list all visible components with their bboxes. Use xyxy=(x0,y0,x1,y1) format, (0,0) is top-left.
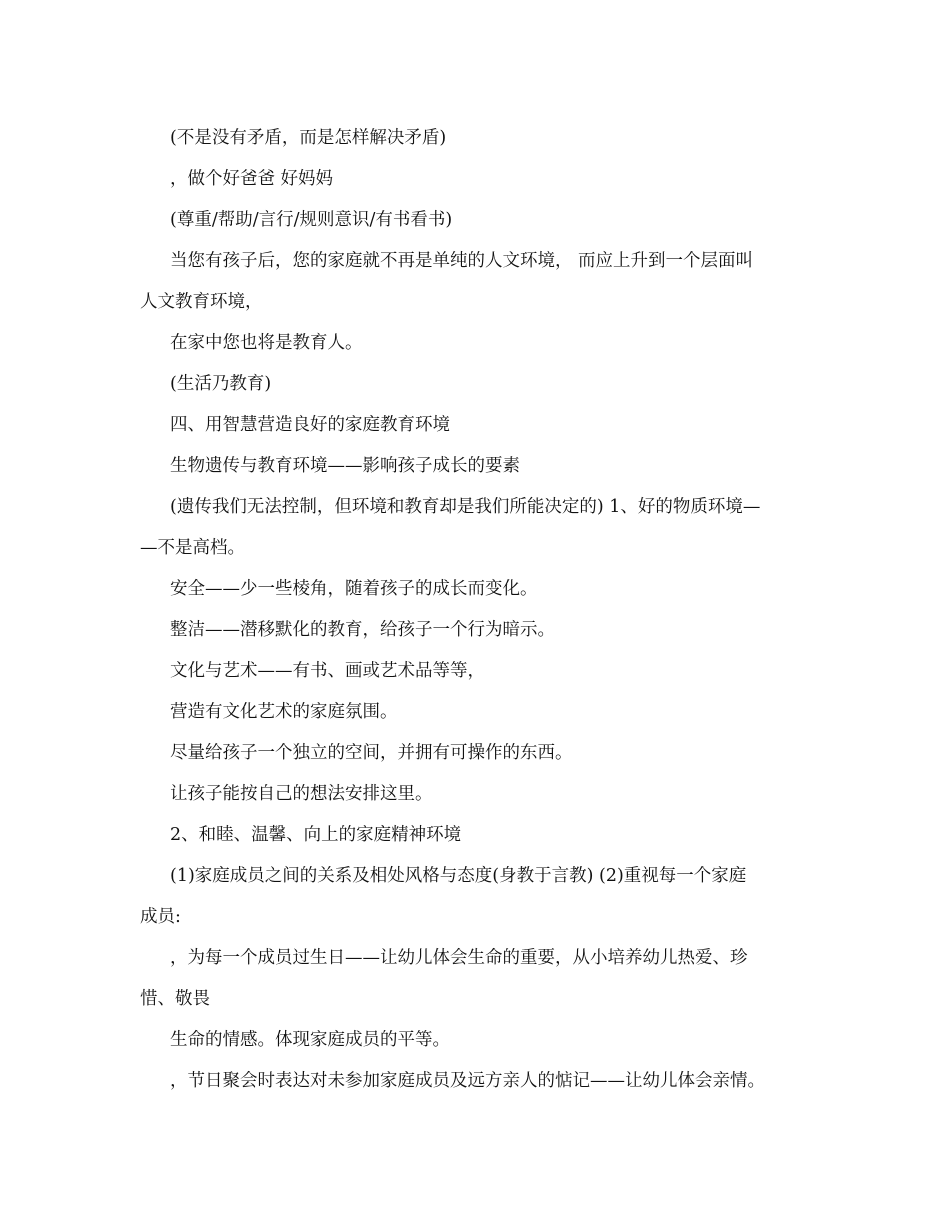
text-line: ，节日聚会时表达对未参加家庭成员及远方亲人的惦记——让幼儿体会亲情。 xyxy=(170,1071,765,1091)
document-body xyxy=(140,124,810,1108)
section-heading: 2、和睦、温馨、向上的家庭精神环境 xyxy=(170,825,462,845)
text-line: 营造有文化艺术的家庭氛围。 xyxy=(170,702,398,722)
text-line: 人文教育环境， xyxy=(140,292,263,312)
text-line: 让孩子能按自己的想法安排这里。 xyxy=(170,784,433,804)
text-line: 文化与艺术——有书、画或艺术品等等， xyxy=(170,661,485,681)
text-line: (生活乃教育) xyxy=(170,374,272,394)
text-line: 成员: xyxy=(140,907,181,927)
text-line: 生物遗传与教育环境——影响孩子成长的要素 xyxy=(170,456,520,476)
text-line: 尽量给孩子一个独立的空间，并拥有可操作的东西。 xyxy=(170,743,573,763)
text-line: (尊重/帮助/言行/规则意识/有书看书) xyxy=(170,210,453,230)
section-heading: 四、用智慧营造良好的家庭教育环境 xyxy=(170,415,450,435)
text-line: —不是高档。 xyxy=(140,538,245,558)
text-line: (1)家庭成员之间的关系及相处风格与态度(身教于言教) (2)重视每一个家庭 xyxy=(170,866,747,886)
text-line: ，做个好爸爸 好妈妈 xyxy=(170,169,334,189)
text-line: 安全——少一些棱角，随着孩子的成长而变化。 xyxy=(170,579,538,599)
text-line: 惜、敬畏 xyxy=(140,989,210,1009)
text-line: ，为每一个成员过生日——让幼儿体会生命的重要，从小培养幼儿热爱、珍 xyxy=(170,948,748,968)
text-line: 整洁——潜移默化的教育，给孩子一个行为暗示。 xyxy=(170,620,555,640)
text-line: (遗传我们无法控制，但环境和教育却是我们所能决定的) 1、好的物质环境— xyxy=(170,497,761,517)
text-line: 生命的情感。体现家庭成员的平等。 xyxy=(170,1030,450,1050)
text-line: 在家中您也将是教育人。 xyxy=(170,333,363,353)
text-line: 当您有孩子后，您的家庭就不再是单纯的人文环境， 而应上升到一个层面叫 xyxy=(170,251,754,271)
text-line: (不是没有矛盾，而是怎样解决矛盾) xyxy=(170,128,447,148)
